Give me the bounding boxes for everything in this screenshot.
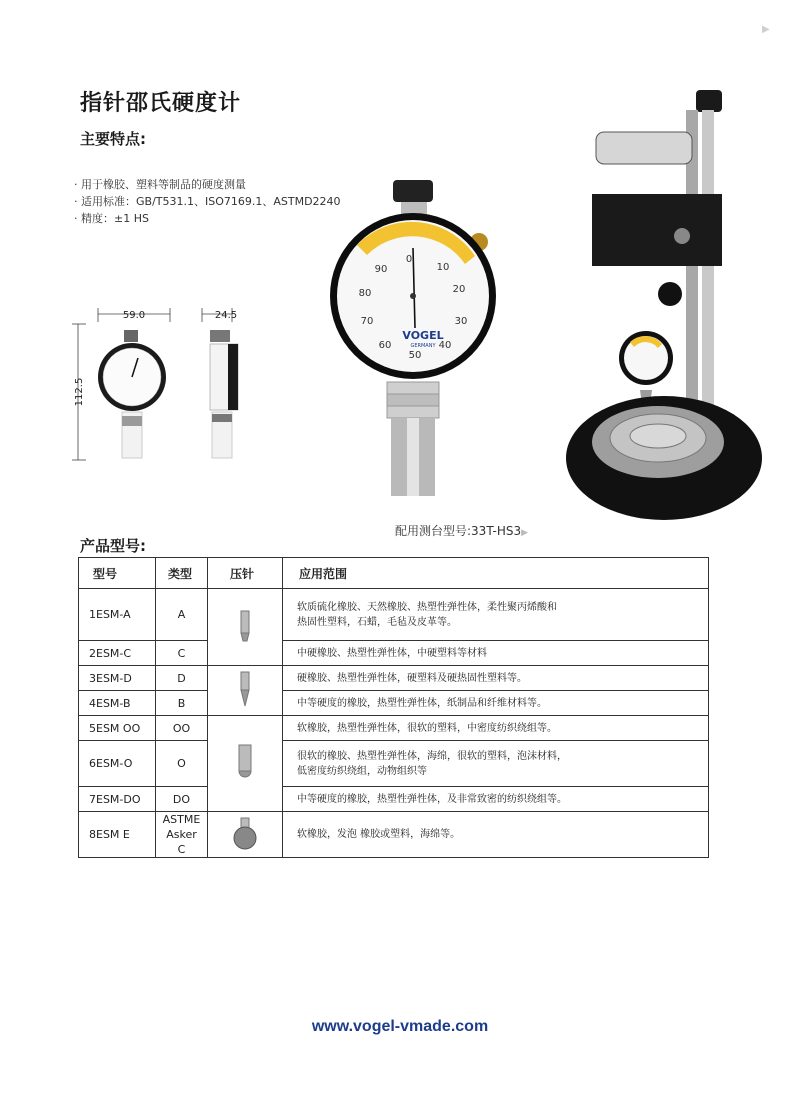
durometer-gauge-image [325,178,505,500]
features-list [74,176,341,227]
type-cell: OO [156,716,208,741]
table-header-row [79,558,709,589]
model-cell: 7ESM-DO [79,787,156,812]
scale-label: 50 [408,350,422,361]
indenter-ball-icon [232,816,258,850]
scale-label: 90 [374,264,388,275]
indenter-cell [208,589,283,666]
model-cell: 6ESM-O [79,741,156,787]
application-cell: 中硬橡胶、热塑性弹性体，中硬塑料等材料 [283,641,709,666]
application-cell: 很软的橡胶、热塑性弹性体，海绵，很软的塑料，泡沫材料， 低密度纺织绕组，动物组织等 [283,741,709,787]
application-cell: 软橡胶，发泡 橡胶或塑料，海绵等。 [283,812,709,858]
feature-item: · 精度：±1 HS [74,210,341,227]
stand-caption [395,522,528,539]
application-cell: 中等硬度的橡胶，热塑性弹性体，纸制品和纤维材料等。 [283,691,709,716]
type-cell: ASTME Asker C [156,812,208,858]
table-row [79,589,709,641]
scale-label: 10 [436,262,450,273]
application-cell: 硬橡胶、热塑性弹性体，硬塑料及硬热固性塑料等。 [283,666,709,691]
scale-label: 60 [378,340,392,351]
indenter-cell [208,666,283,716]
model-cell: 4ESM-B [79,691,156,716]
scale-label: 0 [405,254,413,265]
scale-label: 20 [452,284,466,295]
depth-dimension-label: 24.5 [214,310,238,321]
type-cell: O [156,741,208,787]
model-cell: 1ESM-A [79,589,156,641]
header-model: 型号 [79,558,156,589]
footer-website-link[interactable]: www.vogel-vmade.com [311,1018,489,1035]
indenter-flat-icon [237,609,253,643]
type-cell: C [156,641,208,666]
application-cell: 软质硫化橡胶、天然橡胶、热塑性弹性体，柔性聚丙烯酸和 热固性塑料，石蜡，毛毡及皮革等。 [283,589,709,641]
table-row [79,812,709,858]
type-cell: A [156,589,208,641]
application-cell: 软橡胶，热塑性弹性体，很软的塑料，中密度纺织绕组等。 [283,716,709,741]
scale-label: 30 [454,316,468,327]
scale-label: 80 [358,288,372,299]
stand-caption-text: 配用测台型号:33T-HS3 [395,524,522,538]
model-cell: 3ESM-D [79,666,156,691]
feature-item: · 用于橡胶、塑料等制品的硬度测量 [74,176,341,193]
header-type: 类型 [156,558,208,589]
models-table [78,557,709,858]
table-row [79,666,709,691]
model-cell: 8ESM E [79,812,156,858]
application-cell: 中等硬度的橡胶，热塑性弹性体，及非常致密的纺织绕组等。 [283,787,709,812]
caption-arrow-icon: ▶ [521,528,529,538]
model-cell: 2ESM-C [79,641,156,666]
table-row [79,741,709,787]
corner-arrow: ▶ [762,24,770,35]
test-stand-image [562,88,772,548]
indenter-round-icon [236,743,254,781]
scale-label: 40 [438,340,452,351]
type-cell: B [156,691,208,716]
indenter-cell [208,716,283,812]
dimension-drawing [60,300,260,470]
type-cell: D [156,666,208,691]
header-indenter: 压针 [208,558,283,589]
header-application: 应用范围 [283,558,709,589]
table-row [79,787,709,812]
table-row [79,641,709,666]
feature-item: · 适用标准：GB/T531.1、ISO7169.1、ASTMD2240 [74,193,341,210]
table-row [79,691,709,716]
scale-label: 70 [360,316,374,327]
indenter-cone-icon [237,670,253,708]
table-row [79,716,709,741]
height-dimension-label: 112.5 [74,377,85,407]
model-cell: 5ESM OO [79,716,156,741]
gauge-brand-sub: GERMANY [410,343,436,349]
page-title: 指针邵氏硬度计 [80,91,242,116]
models-heading: 产品型号: [80,537,146,555]
features-heading: 主要特点: [80,130,146,148]
indenter-cell [208,812,283,858]
type-cell: DO [156,787,208,812]
width-dimension-label: 59.0 [122,310,146,321]
gauge-brand: VOGEL [402,329,444,342]
